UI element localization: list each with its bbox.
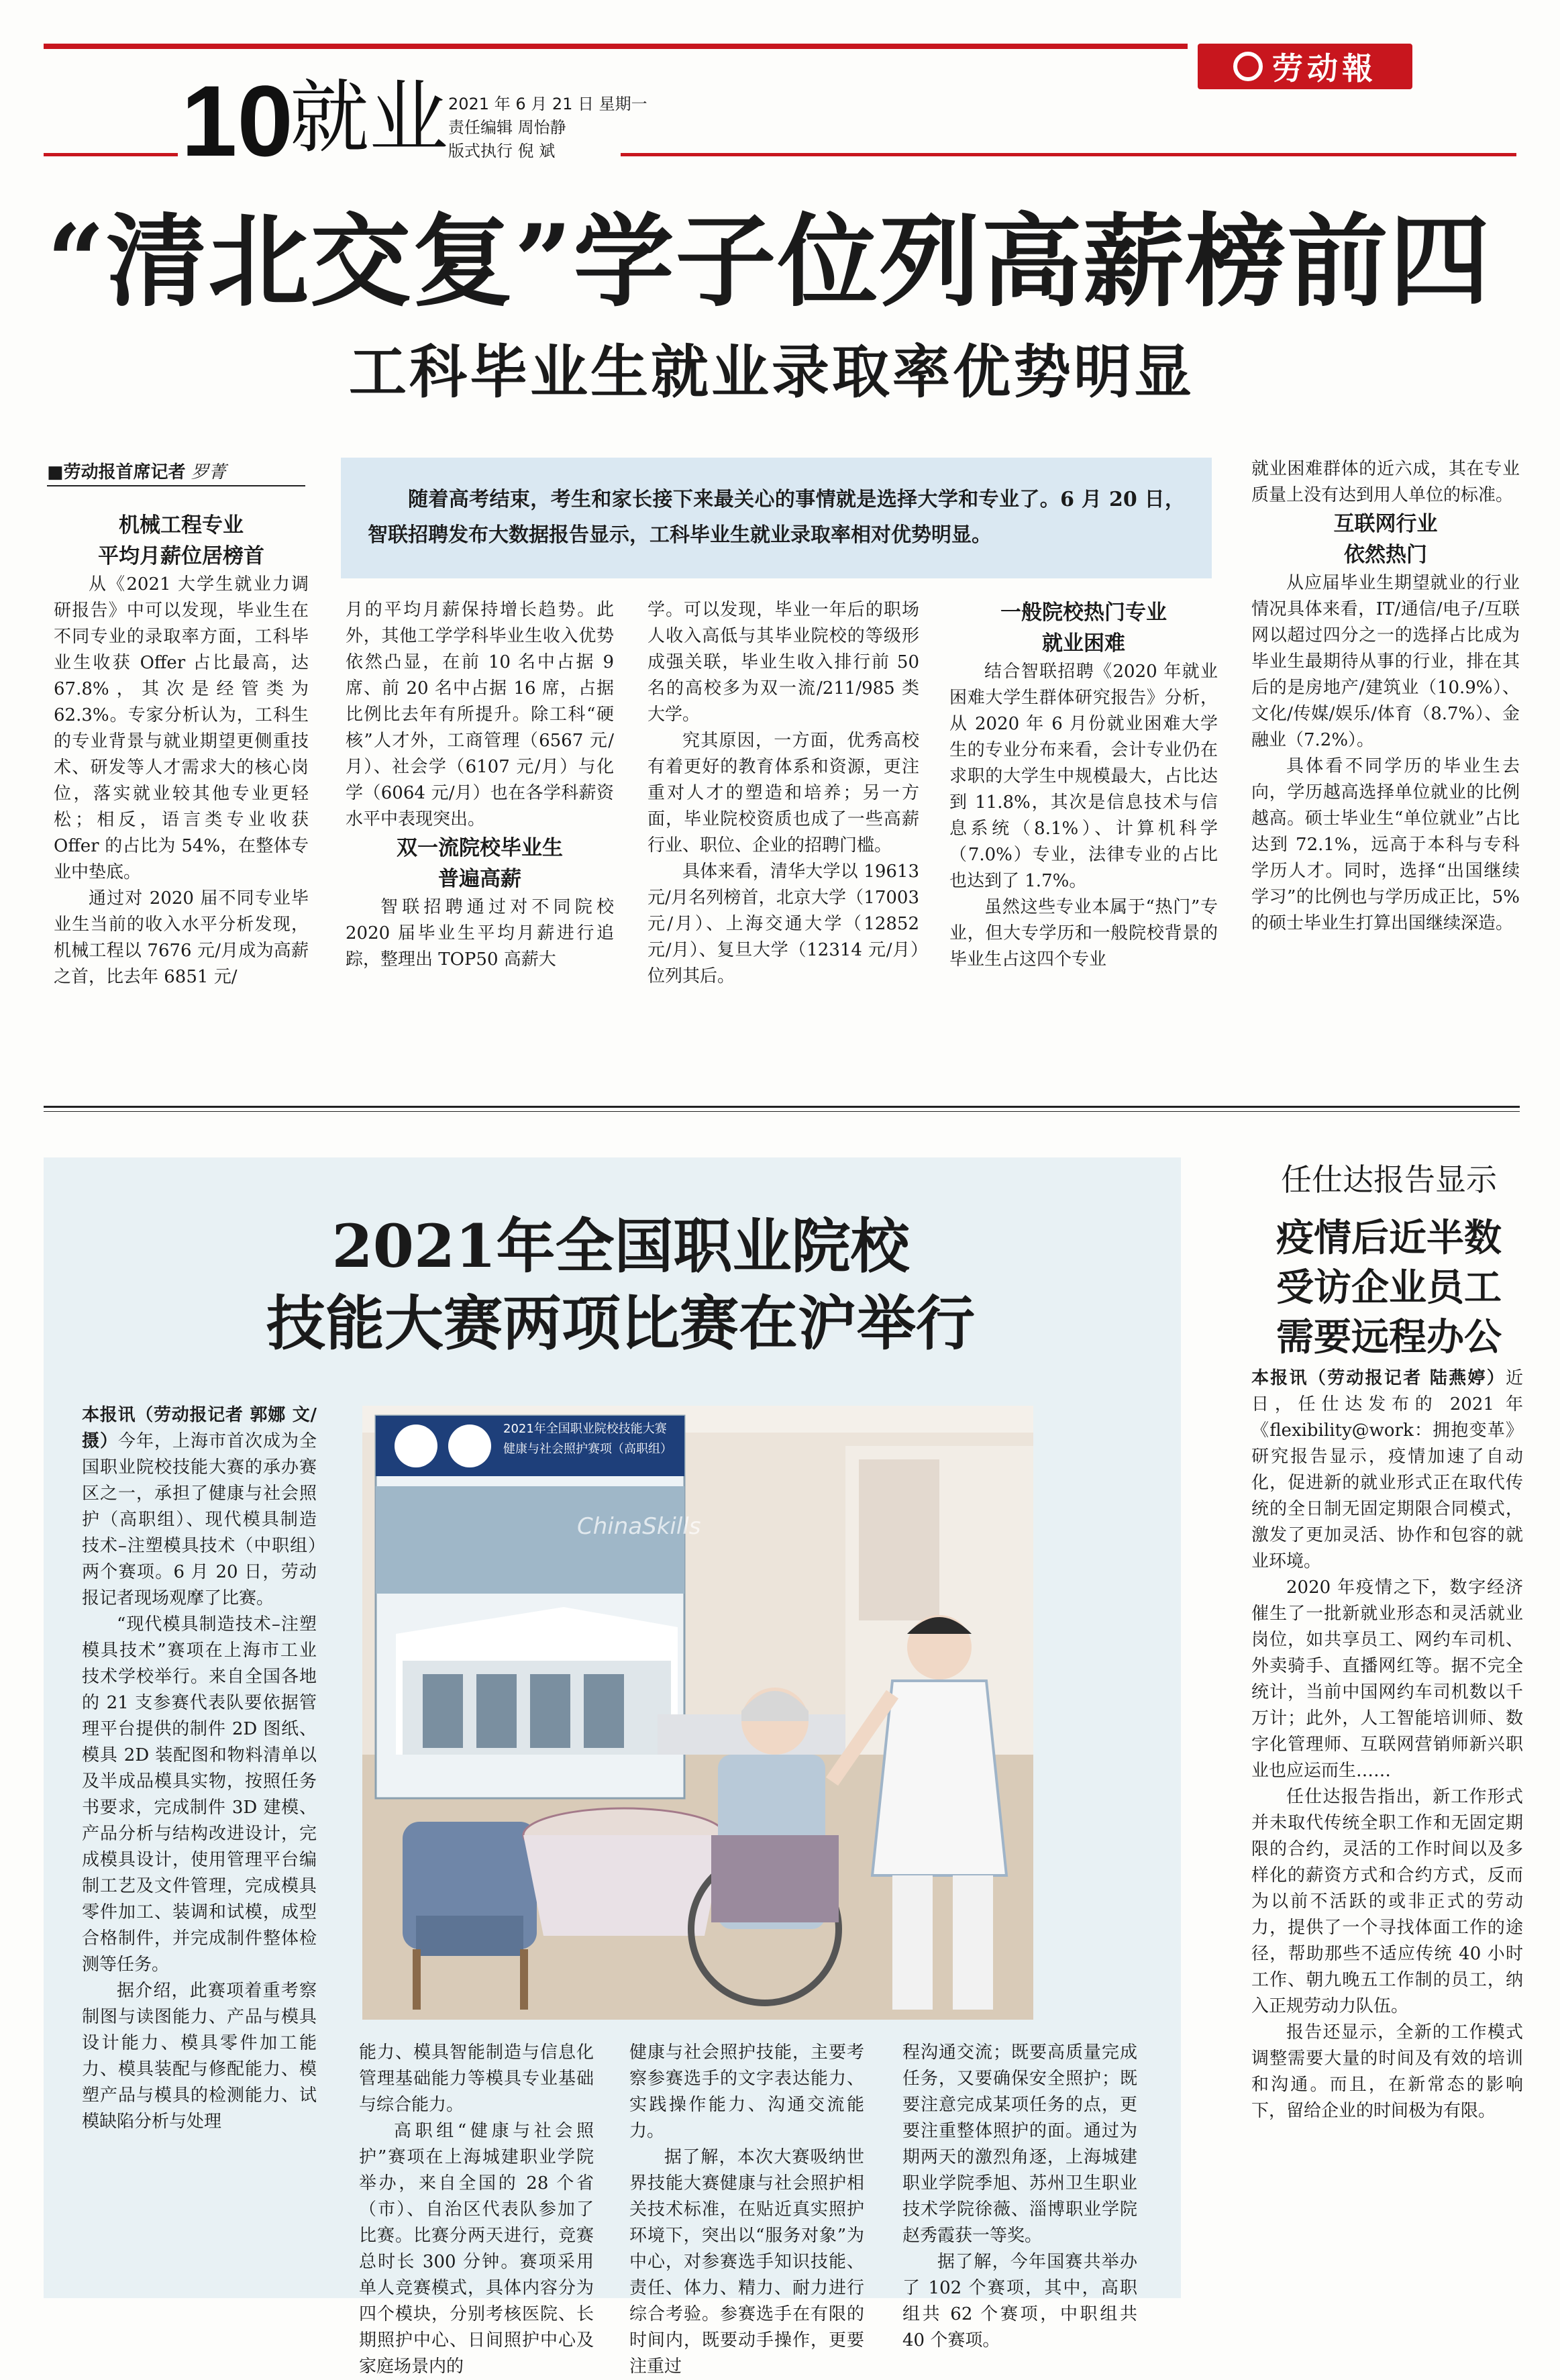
- sidebar-kicker: 任仕达报告显示: [1281, 1161, 1497, 1198]
- byline-label: ■劳动报首席记者: [47, 462, 186, 482]
- second-col1-paragraph-2: “现代模具制造技术–注塑模具技术”赛项在上海市工业技术学校举行。来自全国各地的 21 支参赛代表队要依据管理平台提供的制件 2D 图纸、模具 2D 装配图和物料清单以及半成品模具实物，按照任务书要求，完成制件 3D 建模、产品分析与结构改进设计，完成模具设计，使用管理平台编制工艺及文件管理，完成模具零件加工、装调和试模，成型合格制件，并完成制件整体检测等任务。: [82, 1614, 317, 1975]
- col1-paragraph-1: 从《2021 大学生就业力调研报告》中可以发现，毕业生在不同专业的录取率方面，工科毕业生收获 Offer 占比最高，达 67.8%，其次是经管类为 62.3%。专家分析认为，工科生的专业背景与就业期望更侧重技术、研发等人才需求大的核心岗位，落实就业较其他专业更轻松；相反，语言类专业收获 Offer 的占比为 54%，在整体专业中垫底。: [54, 574, 309, 882]
- top-col-1: [54, 510, 309, 990]
- masthead-top-rule: [44, 44, 1188, 49]
- top-col-2: [346, 597, 614, 973]
- top-headline: “清北交复”学子位列高薪榜前四: [47, 203, 1492, 321]
- second-col-2: [359, 2040, 594, 2380]
- second-headline: 2021年全国职业院校 技能大赛两项比赛在沪举行: [266, 1211, 975, 1358]
- page-number: 10: [181, 64, 293, 177]
- second-dateline: 本报讯（劳动报记者 郭娜 文/摄）: [82, 1405, 317, 1451]
- top-byline: [47, 460, 305, 486]
- sidebar-paragraph-3: 任仕达报告指出，新工作形式并未取代传统全职工作和无固定期限的合约，灵活的工作时间以及多样化的薪资方式和合约方式，反而为以前不活跃的或非正式的劳动力，提供了一个寻找体面工作的途径，帮助那些不适应传统 40 小时工作、朝九晚五工作制的员工，纳入正规劳动力队伍。: [1251, 1787, 1523, 2016]
- second-col3-paragraph-1: 健康与社会照护技能，主要考察参赛选手的文字表达能力、实践操作能力、沟通交流能力。: [629, 2042, 864, 2141]
- newspaper-logo: [1198, 44, 1412, 89]
- col3-paragraph-2: 究其原因，一方面，优秀高校有着更好的教育体系和资源，更注重对人才的塑造和培养；另一方面，毕业院校资质也成了一些高薪行业、职位、企业的招聘门槛。: [647, 731, 919, 856]
- second-col-1: [82, 1402, 317, 2135]
- byline-name: 罗菁: [191, 462, 226, 482]
- issue-date: 2021 年 6 月 21 日 星期一: [448, 95, 647, 113]
- layout-credit: 版式执行 倪 斌: [448, 142, 556, 160]
- second-col1-paragraph-3: 据介绍，此赛项着重考察制图与读图能力、产品与模具设计能力、模具零件加工能力、模具装配与修配能力、模塑产品与模具的检测能力、试模缺陷分析与处理: [82, 1981, 317, 2132]
- col4-paragraph-2: 虽然这些专业本属于“热门”专业，但大专学历和一般院校背景的毕业生占这四个专业: [949, 897, 1218, 970]
- logo-text: 劳动報: [1272, 50, 1377, 87]
- logo-mark-icon: [1233, 52, 1263, 81]
- photo-banner-title: 2021年全国职业院校技能大赛: [503, 1422, 667, 1436]
- second-col3-paragraph-2: 据了解，本次大赛吸纳世界技能大赛健康与社会照护相关技术标准，在贴近真实照护环境下，突出以“服务对象”为中心，对参赛选手知识技能、责任、体力、精力、耐力进行综合考验。参赛选手在有限的时间内，既要动手操作，更要注重过: [629, 2147, 864, 2377]
- sidebar-paragraph-2: 2020 年疫情之下，数字经济催生了一批新就业形态和灵活就业岗位，如共享员工、网约车司机、外卖骑手、直播网红等。据不完全统计，当前中国网约车司机数以千万计；此外，人工智能培训师、数字化管理师、互联网营销师新兴职业也应运而生……: [1251, 1577, 1523, 1781]
- top-col-3: [647, 597, 919, 990]
- sidebar-paragraph-1: [1251, 1365, 1523, 1575]
- second-col-3: [629, 2040, 864, 2380]
- subtitle-general-college: 一般院校热门专业 就业困难: [1000, 601, 1167, 656]
- top-col-4: [949, 597, 1218, 973]
- second-col4-paragraph-1: 程沟通交流；既要高质量完成任务，又要确保安全照护；既要注意完成某项任务的点，更要注重整体照护的面。通过为期两天的激烈角逐，上海城建职业学院季旭、苏州卫生职业技术学院徐薇、淄博职业学院赵秀霞获一等奖。: [902, 2042, 1137, 2246]
- second-col1-paragraph-1: [82, 1402, 317, 1612]
- section-divider-2: [44, 1111, 1520, 1112]
- section-divider: [44, 1106, 1520, 1108]
- edition-info: [448, 93, 647, 163]
- sidebar-p1-text: 近日，任仕达发布的 2021 年《flexibility@work：拥抱变革》研究报告显示，疫情加速了自动化，促进新的就业形式正在取代传统的全日制无固定期限合同模式，激发了更加灵活、协作和包容的就业环境。: [1251, 1368, 1523, 1571]
- editor-credit: 责任编辑 周怡静: [448, 118, 566, 137]
- subtitle-double-first-class: 双一流院校毕业生 普遍高薪: [397, 836, 563, 891]
- sidebar-dateline: 本报讯（劳动报记者 陆燕婷）: [1251, 1368, 1506, 1388]
- second-col4-paragraph-2: 据了解，今年国赛共举办了 102 个赛项，其中，高职组共 62 个赛项，中职组共 40 个赛项。: [902, 2252, 1137, 2350]
- sidebar-paragraph-4: 报告还显示，全新的工作模式调整需要大量的时间及有效的培训和沟通。而且，在新常态的影响下，留给企业的时间极为有限。: [1251, 2022, 1523, 2121]
- col1-paragraph-2: 通过对 2020 届不同专业毕业生当前的收入水平分析发现，机械工程以 7676 元/月成为高薪之首，比去年 6851 元/: [54, 888, 309, 987]
- top-subheadline: 工科毕业生就业录取率优势明显: [349, 338, 1194, 406]
- competition-photo: [362, 1406, 1033, 2020]
- col5-paragraph-0: 就业困难群体的近六成，其在专业质量上没有达到用人单位的标准。: [1251, 459, 1520, 505]
- subtitle-mechanical: 机械工程专业 平均月薪位居榜首: [98, 513, 264, 568]
- col2-paragraph-2: 智联招聘通过对不同院校 2020 届毕业生平均月薪进行追踪，整理出 TOP50 高薪大: [346, 897, 614, 970]
- col2-paragraph-1: 月的平均月薪保持增长趋势。此外，其他工学学科毕业生收入优势依然凸显，在前 10 名中占据 9 席、前 20 名中占据 16 席，占据比例比去年有所提升。除工科“硬核”人才外，工商管理（6567 元/月）、社会学（6107 元/月）与化学（6064 元/月）也在各学科薪资水平中表现突出。: [346, 600, 614, 829]
- col5-paragraph-2: 具体看不同学历的毕业生去向，学历越高选择单位就业的比例越高。硕士毕业生“单位就业”占比达到 72.1%，远高于本科与专科学历人才。同时，选择“出国继续学习”的比例也与学历成正比，5% 的硕士毕业生打算出国继续深造。: [1251, 756, 1520, 933]
- masthead-right-rule: [621, 153, 1516, 156]
- lead-box: 随着高考结束，考生和家长接下来最关心的事情就是选择大学和专业了。6 月 20 日，智联招聘发布大数据报告显示，工科毕业生就业录取率相对优势明显。: [341, 458, 1212, 578]
- sidebar-body: [1251, 1365, 1523, 2124]
- col3-paragraph-3: 具体来看，清华大学以 19613 元/月名列榜首，北京大学（17003 元/月）、上海交通大学（12852 元/月）、复旦大学（12314 元/月）位列其后。: [647, 862, 919, 986]
- masthead-left-rule: [44, 153, 178, 156]
- section-name: 就业: [290, 71, 449, 164]
- top-col-5: [1251, 456, 1520, 937]
- subtitle-internet: 互联网行业 依然热门: [1333, 512, 1438, 567]
- second-col2-paragraph-2: 高职组“健康与社会照护”赛项在上海城建职业学院举办，来自全国的 28 个省（市）、自治区代表队参加了比赛。比赛分两天进行，竞赛总时长 300 分钟。赛项采用单人竞赛模式，具体内容分为四个模块，分别考核医院、长期照护中心、日间照护中心及家庭场景内的: [359, 2121, 594, 2377]
- photo-illustration: [362, 1406, 1033, 2020]
- col4-paragraph-1: 结合智联招聘《2020 年就业困难大学生群体研究报告》分析，从 2020 年 6 月份就业困难大学生的专业分布来看，会计专业仍在求职的大学生中规模最大，占比达到 11.8%，其次是信息技术与信息系统（8.1%）、计算机科学（7.0%）专业，法律专业的占比也达到了 1.7%。: [949, 662, 1218, 891]
- sidebar-headline: 疫情后近半数 受访企业员工 需要远程办公: [1276, 1216, 1502, 1359]
- second-col2-paragraph-1: 能力、模具智能制造与信息化管理基础能力等模具专业基础与综合能力。: [359, 2042, 594, 2115]
- photo-banner-subtitle: 健康与社会照护赛项（高职组）: [503, 1442, 672, 1456]
- second-col-4: [902, 2040, 1137, 2354]
- col5-paragraph-1: 从应届毕业生期望就业的行业情况具体来看，IT/通信/电子/互联网以超过四分之一的选择占比成为毕业生最期待从事的行业，排在其后的是房地产/建筑业（10.9%）、文化/传媒/娱乐/体育（8.7%）、金融业（7.2%）。: [1251, 573, 1520, 750]
- photo-watermark: ChinaSkills: [577, 1513, 701, 1540]
- second-col1-p1-text: 今年，上海市首次成为全国职业院校技能大赛的承办赛区之一，承担了健康与社会照护（高职组）、现代模具制造技术–注塑模具技术（中职组）两个赛项。6 月 20 日，劳动报记者现场观摩了比赛。: [82, 1431, 317, 1608]
- col3-paragraph-1: 学。可以发现，毕业一年后的职场人收入高低与其毕业院校的等级形成强关联，毕业生收入排行前 50 名的高校多为双一流/211/985 类大学。: [647, 600, 919, 725]
